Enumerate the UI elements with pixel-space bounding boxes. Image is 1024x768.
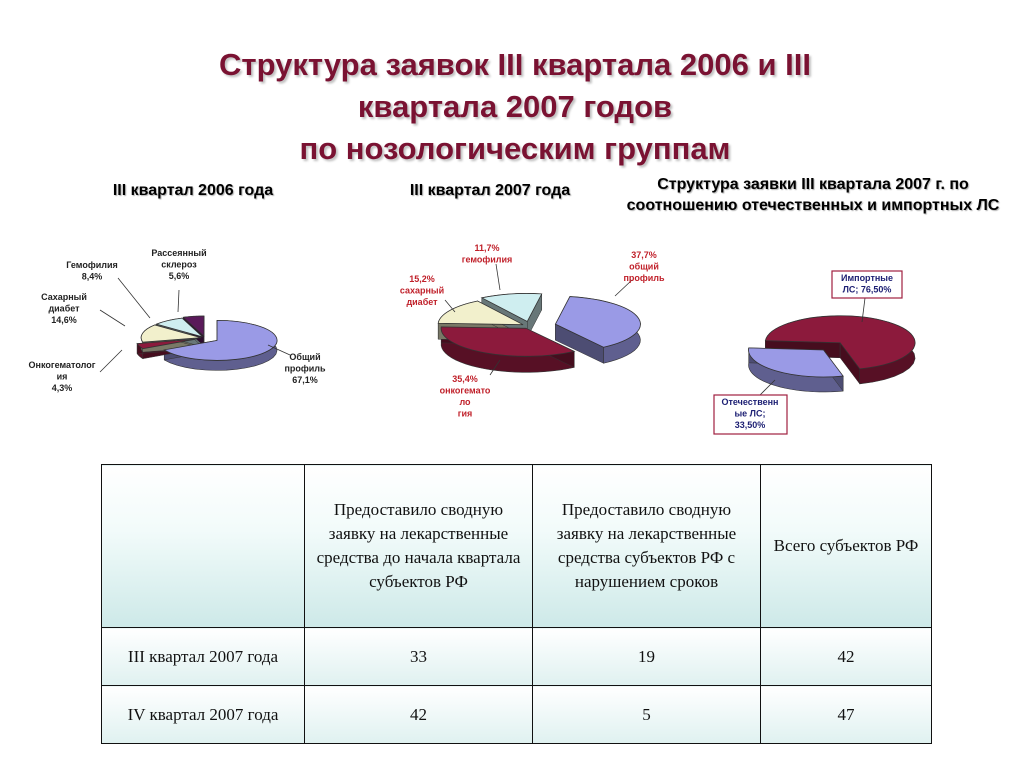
slice-label-line: 4,3%	[51, 383, 73, 393]
table-header-total: Всего субъектов РФ	[761, 465, 932, 628]
leader-line	[178, 290, 179, 312]
slice-label-line: 67,1%	[292, 375, 318, 385]
slice-label-line: Отечественн	[721, 397, 779, 407]
slice-label	[66, 260, 117, 282]
row-label: IV квартал 2007 года	[102, 686, 305, 744]
table-header-late: Предоставило сводную заявку на лекарственные средства субъектов РФ с нарушением сроков	[533, 465, 761, 628]
slice-label-line: 15,2%	[409, 274, 435, 284]
slice-label-line: 33,50%	[734, 420, 766, 430]
slice-label-line: ЛС; 76,50%	[842, 284, 892, 295]
slice-label-line: Рассеянный	[151, 248, 207, 258]
slice-label-line: диабет	[406, 297, 438, 307]
slice-label-line: 5,6%	[168, 271, 190, 281]
table-header-ontime: Предоставило сводную заявку на лекарственные средства до начала квартала субъектов РФ	[305, 465, 533, 628]
slice-label-line: Импортные	[841, 273, 893, 283]
leader-line	[100, 310, 125, 326]
table-cell: 19	[533, 628, 761, 686]
table-row	[102, 686, 932, 744]
slice-label-line: сахарный	[399, 285, 445, 296]
slice-label-line: склероз	[161, 259, 197, 270]
chart3-subtitle-line-2: соотношению отечественных и импортных ЛС	[626, 197, 1000, 214]
title-line-2: квартала 2007 годов	[357, 89, 673, 124]
title-line-1: Структура заявок III квартала 2006 и III	[219, 47, 811, 82]
slice-label	[284, 352, 326, 385]
slice-label	[400, 274, 444, 307]
slice-label-line: 8,4%	[81, 271, 103, 282]
slice-label-line: ия	[56, 371, 68, 382]
slice-label-line: ые ЛС;	[734, 408, 766, 419]
slice-label	[41, 292, 87, 325]
table-cell: 47	[761, 686, 932, 744]
table-header-empty	[102, 465, 305, 628]
slice-label-line: 35,4%	[452, 374, 478, 384]
slice-label-line: онкогемато	[439, 385, 491, 396]
row-label: III квартал 2007 года	[102, 628, 305, 686]
table-cell: 42	[305, 686, 533, 744]
chart2-subtitle: III квартал 2007 года	[409, 182, 571, 199]
leader-line	[100, 350, 122, 372]
table-cell: 5	[533, 686, 761, 744]
slice-label-line: гия	[457, 408, 473, 419]
slice-label	[151, 248, 206, 281]
slice-label-line: 37,7%	[631, 250, 657, 260]
chart3-subtitle-line-1: Структура заявки III квартала 2007 г. по	[657, 176, 969, 193]
table-cell: 42	[761, 628, 932, 686]
title-line-3: по нозологическим группам	[299, 131, 731, 166]
slice-label-line: Онкогематолог	[28, 360, 96, 370]
slice-label-line: общий	[629, 261, 659, 272]
slice-label-line: 11,7%	[474, 243, 500, 253]
slice-label-line: ло	[459, 397, 471, 407]
slice-label	[462, 243, 513, 265]
slice-label	[440, 374, 491, 419]
slice-label-line: профиль	[623, 273, 665, 283]
slice-label-line: Сахарный	[41, 292, 87, 302]
table-header-row	[102, 465, 932, 628]
slice-label	[841, 273, 893, 295]
slice-label-line: Гемофилия	[66, 260, 118, 270]
submission-table	[101, 464, 932, 744]
slice-label-line: диабет	[48, 303, 80, 314]
slice-label-line: 14,6%	[51, 315, 77, 325]
table-row	[102, 628, 932, 686]
leader-line	[118, 278, 150, 318]
chart1-subtitle: III квартал 2006 года	[112, 182, 274, 199]
slice-label-line: Общий	[289, 352, 321, 362]
leader-line	[496, 264, 500, 290]
slice-label-line: профиль	[284, 363, 326, 374]
slice-label-line: гемофилия	[461, 254, 513, 265]
slice-label	[29, 360, 96, 393]
table-cell: 33	[305, 628, 533, 686]
slice-label	[623, 250, 665, 283]
